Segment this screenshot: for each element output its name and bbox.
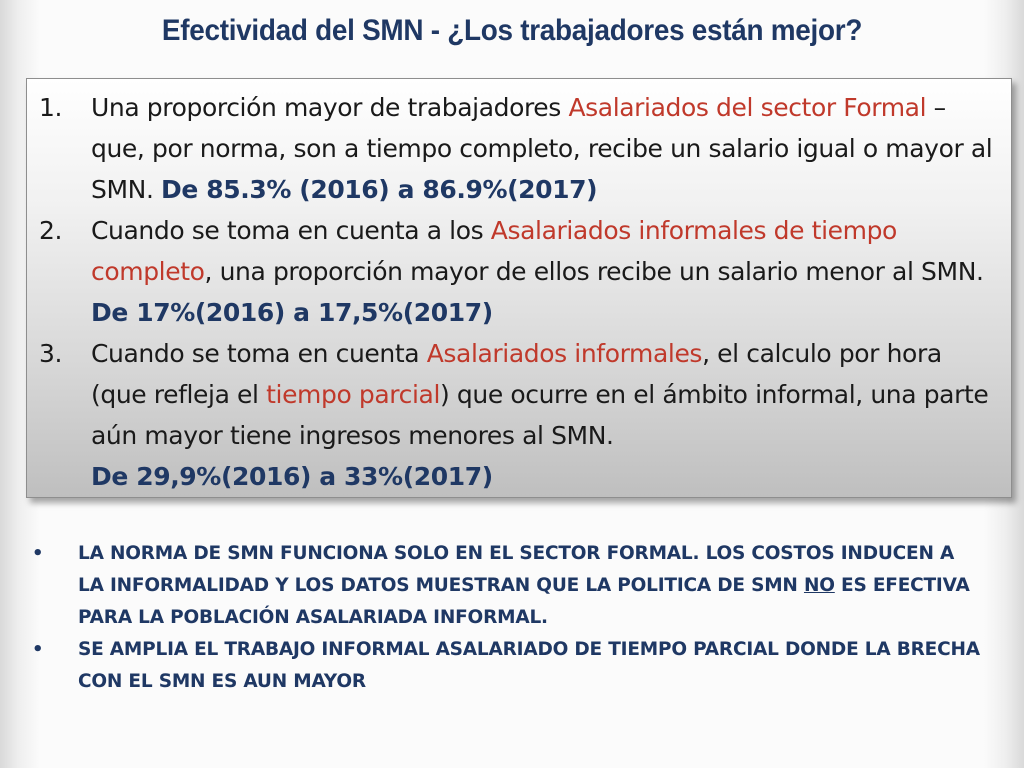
item-highlight: Asalariados del sector Formal <box>568 93 927 122</box>
conclusion-bullet-1 <box>30 538 980 634</box>
item-stat: De 17%(2016) a 17,5%(2017) <box>91 298 493 327</box>
item-number: 3. <box>39 339 63 368</box>
item-highlight: Asalariados informales de tiempo completo <box>91 216 897 286</box>
bullet-underlined-text: NO <box>803 575 835 596</box>
item-text: Una proporción mayor de trabajadores <box>91 93 569 122</box>
item-number: 1. <box>39 93 63 122</box>
finding-item-3 <box>35 333 1001 497</box>
bullet-text: ES EFECTIVA PARA LA POBLACIÓN ASALARIADA INFORMAL. <box>78 575 970 628</box>
bullet-text: SE AMPLIA EL TRABAJO INFORMAL ASALARIADO DE TIEMPO PARCIAL DONDE LA BRECHA CON EL SMN ES AUN MAYOR <box>78 639 980 692</box>
item-text: Cuando se toma en cuenta <box>91 339 427 368</box>
conclusion-bullet-2 <box>30 634 980 698</box>
finding-item-2 <box>35 210 1001 333</box>
slide-title: Efectividad del SMN - ¿Los trabajadores están mejor? <box>161 14 863 47</box>
item-highlight: tiempo parcial <box>266 380 440 409</box>
item-stat: De 85.3% (2016) a 86.9%(2017) <box>161 175 598 204</box>
item-number: 2. <box>39 216 63 245</box>
item-text: , una proporción mayor de ellos recibe un salario menor al SMN. <box>204 257 984 286</box>
findings-box <box>26 78 1012 498</box>
finding-item-1 <box>35 87 1001 210</box>
item-stat: De 29,9%(2016) a 33%(2017) <box>91 462 493 491</box>
bullet-icon: • <box>32 639 44 660</box>
bullet-text: LA NORMA DE SMN FUNCIONA SOLO EN EL SECTOR FORMAL. LOS COSTOS INDUCEN A LA INFORMALIDAD Y LOS DATOS MUESTRAN QUE LA POLITICA DE SMN <box>78 543 955 596</box>
conclusion-bullets <box>30 538 980 698</box>
item-text: – que, por norma, son a tiempo completo, recibe un salario igual o mayor al SMN. <box>91 93 993 204</box>
item-text: Cuando se toma en cuenta a los <box>91 216 491 245</box>
item-text: ) que ocurre en el ámbito informal, una parte aún mayor tiene ingresos menores al SMN. <box>91 380 989 450</box>
item-text: , el calculo por hora (que refleja el <box>91 339 942 409</box>
bullet-icon: • <box>32 543 44 564</box>
item-highlight: Asalariados informales <box>426 339 703 368</box>
